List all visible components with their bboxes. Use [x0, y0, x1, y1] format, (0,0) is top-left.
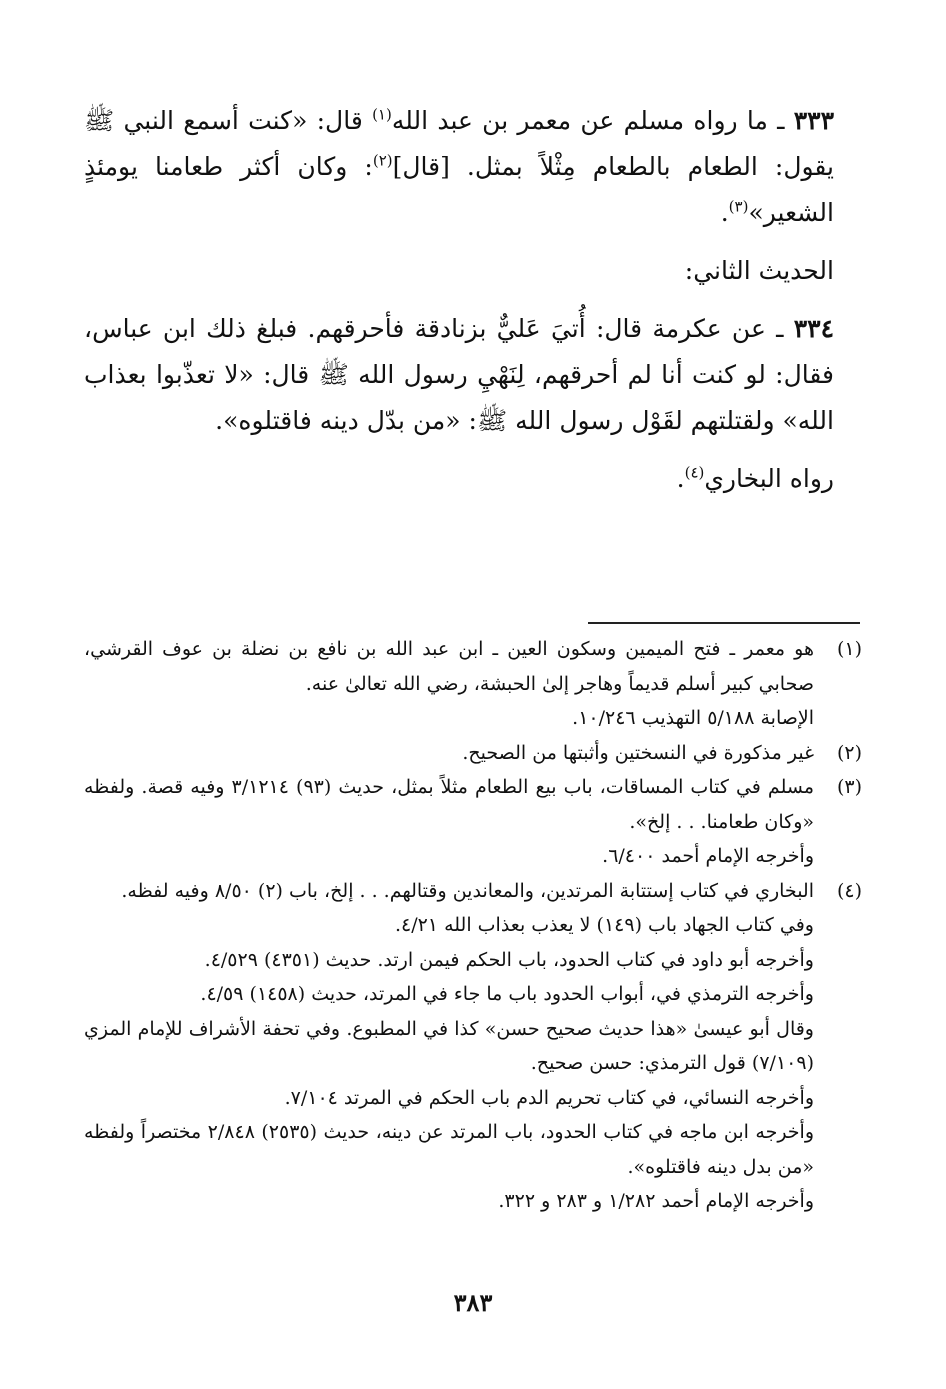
footnote-number: (١) — [836, 638, 862, 660]
footnote-line: وقال أبو عيسىٰ «هذا حديث صحيح حسن» كذا في المطبوع. وفي تحفة الأشراف للإمام المزي (٧/١٠٩) قول الترمذي: حسن صحيح. — [84, 1017, 814, 1074]
footnote-1 — [84, 632, 862, 736]
hadith-number: ٣٣٤ — [793, 314, 835, 343]
hadith-334 — [84, 306, 862, 444]
second-hadith-heading: الحديث الثاني: — [684, 256, 834, 285]
footnote-number: (٤) — [836, 879, 862, 902]
footnote-4 — [84, 874, 862, 1219]
narrated-end: . — [676, 464, 685, 493]
footnote-number: (٣) — [836, 776, 862, 798]
footnote-ref: (٣) — [728, 197, 749, 216]
hadith-333 — [84, 98, 862, 236]
footnote-divider — [588, 622, 860, 624]
section-heading — [84, 248, 862, 294]
footnote-ref: (١) — [372, 105, 392, 124]
narration-source — [84, 456, 862, 502]
footnote-ref: (٢) — [372, 151, 393, 170]
footnote-line: وأخرجه الترمذي في، أبواب الحدود باب ما جاء في المرتد، حديث (١٤٥٨) ٤/٥٩. — [200, 983, 814, 1005]
footnote-line: البخاري في كتاب إستتابة المرتدين، والمعاندين وقتالهم. . . إلخ، باب (٢) ٨/٥٠ وفيه لفظه. — [121, 879, 814, 902]
hadith-text: ـ ما رواه مسلم عن معمر بن عبد الله — [391, 106, 785, 135]
footnote-ref: (٤) — [684, 463, 705, 482]
hadith-number: ٣٣٣ — [793, 106, 835, 135]
footnote-line: وفي كتاب الجهاد باب (١٤٩) لا يعذب بعذاب الله ٤/٢١. — [394, 914, 814, 936]
main-text — [84, 98, 862, 502]
hadith-text: ـ عن عكرمة قال: أُتيَ عَليٌّ بزنادقة فأحرقهم. فبلغ ذلك ابن عباس، فقال: لو كنت أنا لم أحرقهم، لِنَهْيِ رسول الله ﷺ قال: «لا تعذّبوا بعذاب الله» ولقتلتهم لقَوْل رسول الله ﷺ: «من بدّل دينه فاقتلوه». — [84, 314, 834, 435]
footnote-line: مسلم في كتاب المساقات، باب بيع الطعام مثلاً بمثل، حديث (٩٣) ٣/١٢١٤ وفيه قصة. ولفظه «وكان طعامنا. . . إلخ». — [84, 776, 814, 833]
footnote-3 — [84, 770, 862, 874]
footnote-line: وأخرجه الإمام أحمد ٦/٤٠٠. — [602, 845, 814, 867]
footnote-line: وأخرجه الإمام أحمد ١/٢٨٢ و ٢٨٣ و ٣٢٢. — [498, 1190, 814, 1212]
hadith-text: . — [720, 198, 729, 227]
footnote-2 — [84, 736, 862, 771]
hadith-text: قال: «كنت أسمع النبي ﷺ يقول: الطعام بالطعام مِثْلاً بمثل. [قال] — [84, 106, 835, 181]
footnote-line: غير مذكورة في النسختين وأثبتها من الصحيح. — [462, 741, 814, 764]
footnote-line: هو معمر ـ فتح الميمين وسكون العين ـ ابن عبد الله بن نافع بن نضلة بن عوف القرشي، صحابي كبير أسلم قديماً وهاجر إلىٰ الحبشة، رضي الله تعالىٰ عنه. — [84, 638, 814, 695]
footnote-number: (٢) — [836, 741, 862, 764]
footnote-line: وأخرجه النسائي، في كتاب تحريم الدم باب الحكم في المرتد ٧/١٠٤. — [284, 1086, 814, 1109]
page-number: ٣٨٣ — [453, 1288, 493, 1317]
footnote-line: الإصابة ٥/١٨٨ التهذيب ١٠/٢٤٦. — [572, 707, 814, 729]
footnote-line: وأخرجه أبو داود في كتاب الحدود، باب الحكم فيمن ارتد. حديث (٤٣٥١) ٤/٥٢٩. — [204, 948, 814, 971]
hadith-text: : وكان أكثر طعامنا يومئذٍ الشعير» — [84, 152, 834, 227]
footnotes — [84, 632, 862, 1219]
narrated-by: رواه البخاري — [704, 464, 834, 493]
footnote-line: وأخرجه ابن ماجه في كتاب الحدود، باب المرتد عن دينه، حديث (٢٥٣٥) ٢/٨٤٨ مختصراً ولفظه «من بدل دينه فاقتلوه». — [84, 1121, 815, 1178]
